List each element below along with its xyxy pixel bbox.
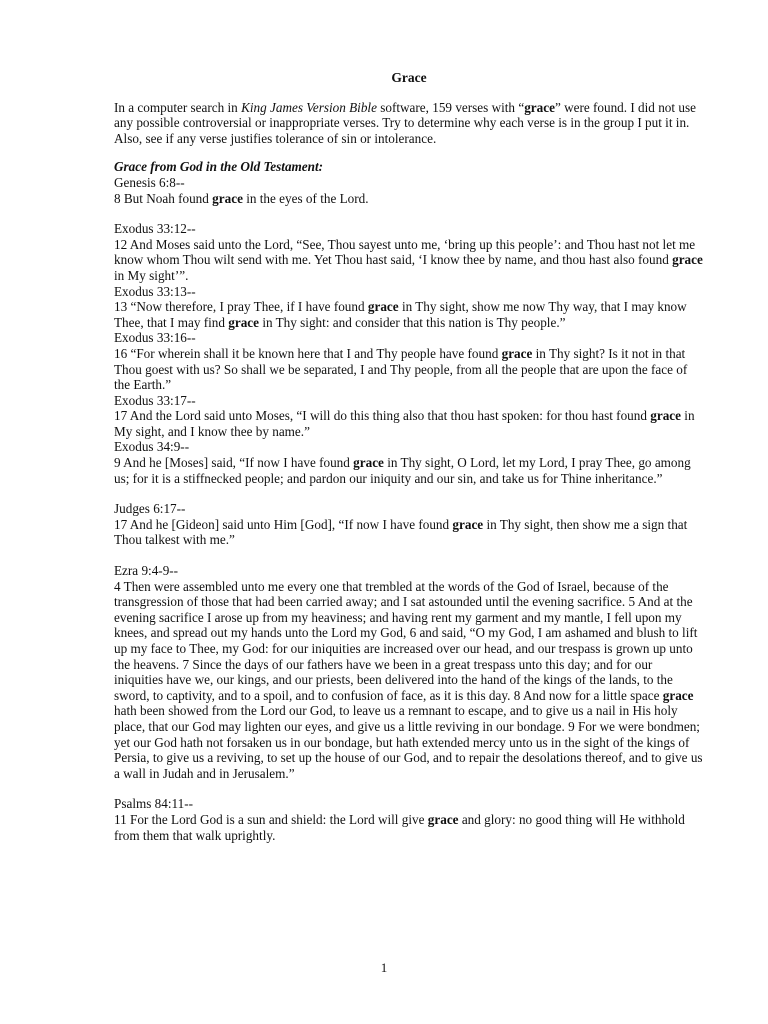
verse-text-part: 17 And he [Gideon] said unto Him [God], “If now I have found: [114, 516, 453, 532]
verse-text-part: 16 “For wherein shall it be known here that I and Thy people have found: [114, 345, 502, 361]
verse-reference: Genesis 6:8--: [114, 174, 185, 190]
verse-text: [114, 812, 704, 843]
verse-text: [114, 191, 704, 207]
keyword-grace: grace: [353, 455, 384, 471]
verse-reference: Exodus 34:9--: [114, 439, 190, 455]
verse-text: [114, 237, 704, 284]
intro-keyword: grace: [524, 99, 555, 115]
keyword-grace: grace: [228, 314, 260, 330]
page-number: 1: [380, 960, 388, 975]
keyword-grace: grace: [452, 516, 484, 532]
keyword-grace: grace: [672, 252, 703, 268]
keyword-grace: grace: [212, 190, 243, 206]
keyword-grace: grace: [650, 408, 681, 424]
verse-text-part: 4 Then were assembled unto me every one that trembled at the words of the God of Israel, because of the transgression of those that had been carried away; and I sat astounded until the evening sacrifice. 5 And at the evening sacrifice I arose up from my heaviness; and having rent my garment and my mantle, I fell upon my knees, and spread out my hands unto the Lord my God, 6 and said, “O my God, I am ashamed and blush to lift up my face to Thee, my God: for our iniquities are increased over our head, and our trespass is grown up unto the heavens. 7 Since the days of our fathers have we been in a great trespass unto this day; and for our iniquities have we, our kings, and our priests, been delivered into the hand of the kings of the lands, to the sword, to captivity, and to a spoil, and to confusion of face, as it is this day. 8 And now for a little space: [114, 578, 698, 703]
section-heading: Grace from God in the Old Testament:: [114, 159, 324, 175]
verse-text-part: 17 And the Lord said unto Moses, “I will do this thing also that thou hast spoken: for thou hast found: [114, 408, 651, 424]
keyword-grace: grace: [501, 345, 533, 361]
verse-reference: Judges 6:17--: [114, 501, 186, 517]
verse-reference: Exodus 33:13--: [114, 283, 196, 299]
verse-text-part: in the eyes of the Lord.: [242, 190, 369, 206]
verse-text: [114, 346, 704, 393]
spacer: [114, 486, 704, 501]
verse-text-part: in Thy sight, then show me a sign that Thou talkest with me.”: [114, 516, 688, 548]
verse-text: [114, 408, 704, 439]
verse-reference: Exodus 33:12--: [114, 221, 196, 237]
keyword-grace: grace: [427, 811, 459, 827]
verse-text-part: 12 And Moses said unto the Lord, “See, Thou sayest unto me, ‘bring up this people’: and Thou hast not let me know whom Thou wilt send with me. Yet Thou hast said, ‘I know thee by name, and thou hast also found: [114, 236, 696, 268]
intro-rest: ” were found. I did not use any possible controversial or inappropriate verses. Try to determine why each verse is in the group I put it in. Also, see if any verse justifies tolerance of sin or intolerance.: [114, 99, 696, 146]
verse-text-part: 9 And he [Moses] said, “If now I have found: [114, 455, 354, 471]
verse-text-part: in Thy sight? Is it not in that Thou goest with us? So shall we be separated, I and Thy people, from all the people that are upon the face of the Earth.”: [114, 345, 688, 393]
software-name: King James Version Bible: [241, 99, 377, 115]
verse-text-part: in Thy sight: and consider that this nation is Thy people.”: [259, 314, 566, 330]
verse-text-part: 11 For the Lord God is a sun and shield: the Lord will give: [114, 811, 428, 827]
verse-text-part: in Thy sight, show me now Thy way, that I may know Thee, that I may find: [114, 299, 687, 330]
spacer: [114, 206, 704, 221]
intro-lead: In a computer search in: [114, 99, 242, 115]
verse-text-part: in My sight, and I know thee by name.”: [114, 408, 695, 439]
verse-reference: Psalms 84:11--: [114, 796, 194, 812]
verse-text-part: hath been showed from the Lord our God, to leave us a remnant to escape, and to give us a nail in His holy place, that our God may lighten our eyes, and give us a little reviving in our bondage. 9 For we were bondmen; yet our God hath not forsaken us in our bondage, but hath extended mercy unto us in the sight of the kings of Persia, to give us a reviving, to set up the house of our God, and to repair the desolations thereof, and to give us a wall in Judah and in Jerusalem.”: [114, 703, 703, 781]
verse-text-part: 13 “Now therefore, I pray Thee, if I have found: [114, 299, 368, 315]
document-body: [114, 70, 704, 843]
spacer: [114, 781, 704, 796]
verse-text: [114, 299, 704, 330]
verse-reference: Exodus 33:16--: [114, 330, 196, 346]
intro-middle: software, 159 verses with “: [376, 99, 525, 115]
intro-paragraph: [114, 100, 704, 147]
verse-reference: Exodus 33:17--: [114, 392, 196, 408]
verse-text-part: in Thy sight, O Lord, let my Lord, I pray Thee, go among us; for it is a stiffnecked people; and pardon our iniquity and our sin, and take us for Thine inheritance.”: [114, 455, 691, 486]
verse-text: [114, 455, 704, 486]
page-title: Grace: [391, 70, 427, 85]
verse-reference: Ezra 9:4-9--: [114, 563, 179, 579]
verse-text: [114, 579, 704, 782]
verse-text: [114, 517, 704, 548]
keyword-grace: grace: [367, 299, 399, 315]
verse-text-part: in My sight’”.: [114, 267, 189, 283]
keyword-grace: grace: [662, 687, 694, 703]
verse-text-part: and glory: no good thing will He withhold from them that walk uprightly.: [114, 811, 685, 843]
verse-text-part: 8 But Noah found: [114, 190, 213, 206]
spacer: [114, 548, 704, 563]
